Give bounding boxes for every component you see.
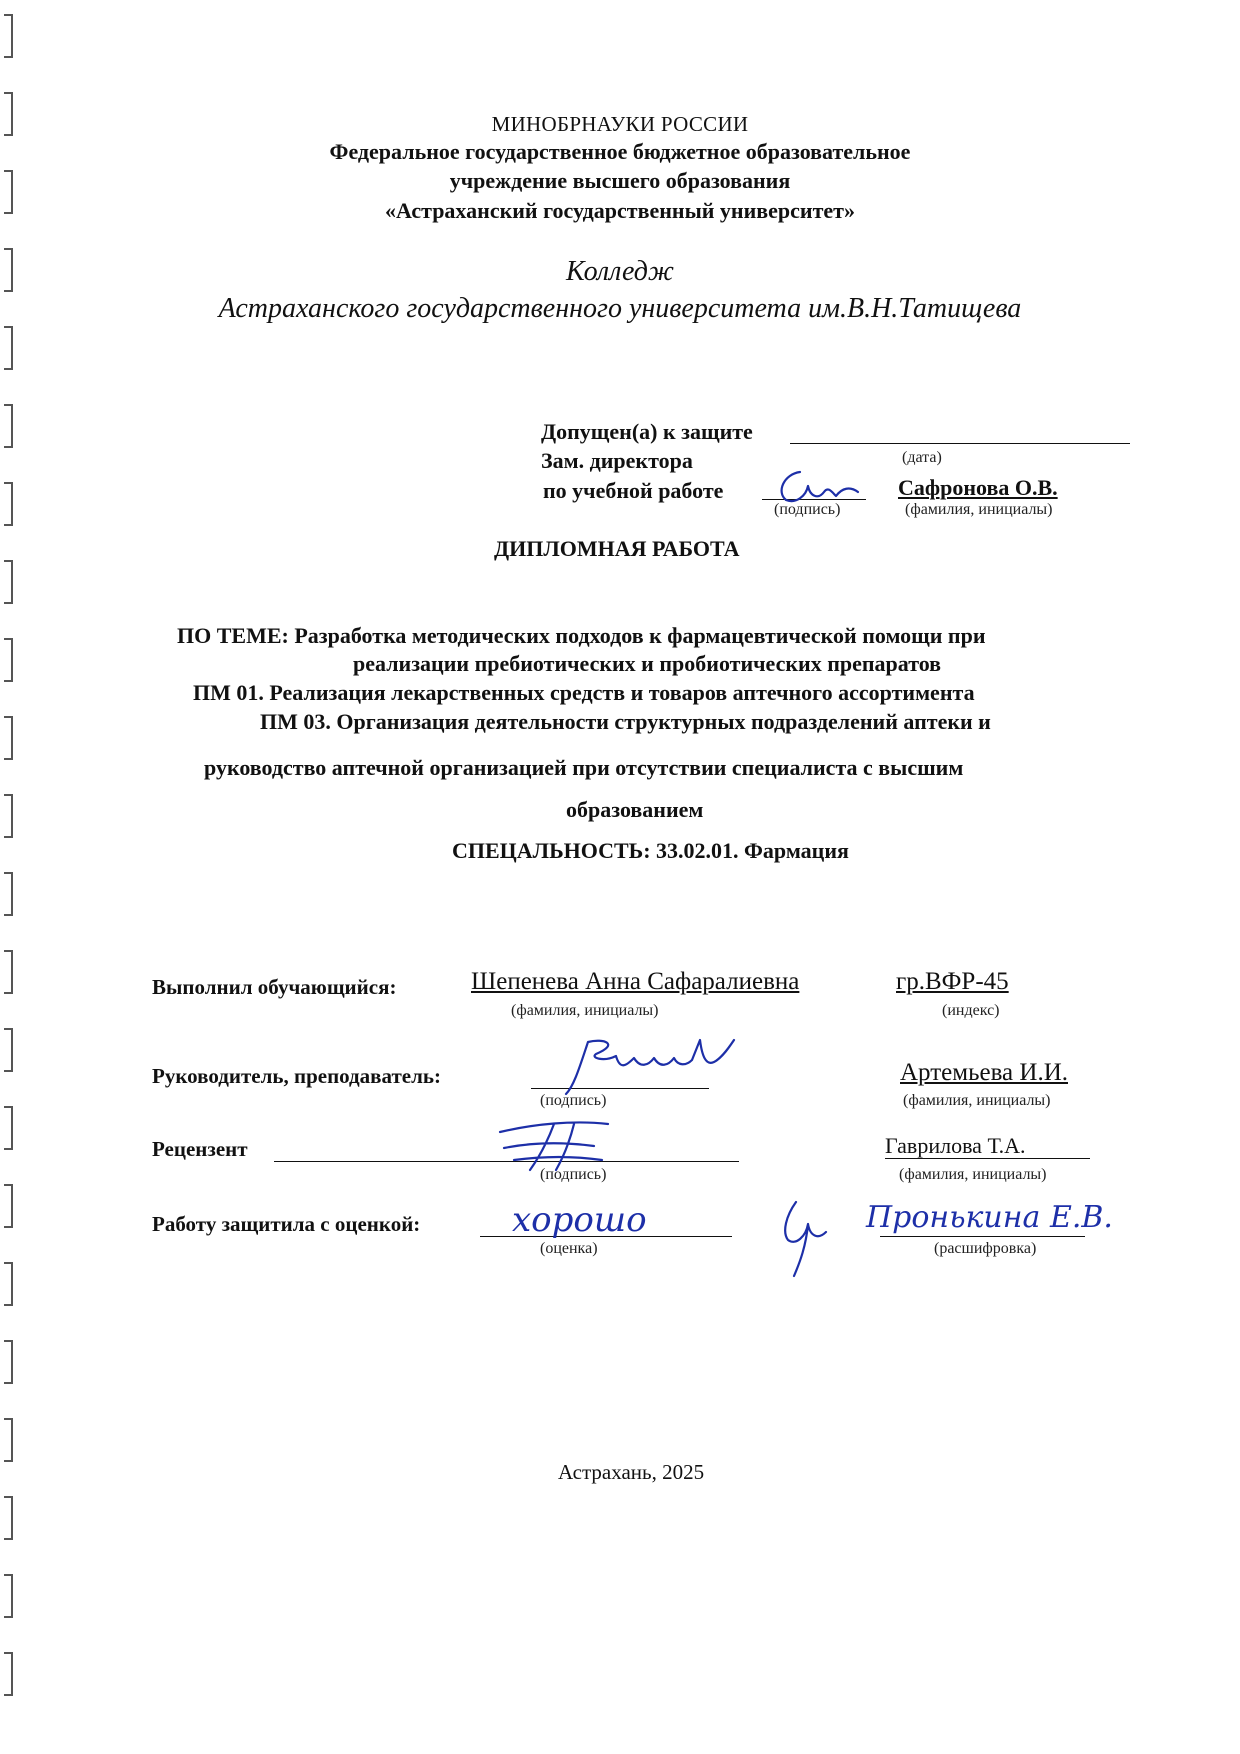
examiner-signature <box>774 1196 836 1282</box>
date-line <box>790 443 1130 444</box>
binding-mark <box>4 1336 14 1388</box>
date-caption: (дата) <box>902 449 942 466</box>
supervisor-name: Артемьева И.И. <box>900 1059 1068 1086</box>
city-year: Астрахань, 2025 <box>558 1460 705 1484</box>
module-pm01: ПМ 01. Реализация лекарственных средств и товаров аптечного ассортимента <box>193 680 975 705</box>
deputy-label-2: по учебной работе <box>543 478 724 503</box>
student-group: гр.ВФР-45 <box>896 968 1009 995</box>
supervisor-signature <box>560 1036 760 1100</box>
binding-mark <box>4 946 14 998</box>
deputy-label-1: Зам. директора <box>541 448 693 473</box>
binding-mark <box>4 1414 14 1466</box>
supervisor-signature-caption: (подпись) <box>540 1092 607 1109</box>
binding-mark <box>4 10 14 62</box>
binding-mark <box>4 634 14 686</box>
reviewer-signature-caption: (подпись) <box>540 1166 607 1183</box>
binding-mark <box>4 400 14 452</box>
student-name: Шепенева Анна Сафаралиевна <box>471 968 800 995</box>
grade-value: хорошо <box>512 1200 647 1240</box>
university-name: «Астраханский государственный университет» <box>385 198 855 223</box>
admitted-label: Допущен(а) к защите <box>541 419 753 444</box>
ministry-name: МИНОБРНАУКИ РОССИИ <box>491 112 749 136</box>
reviewer-name-caption: (фамилия, инициалы) <box>899 1166 1047 1183</box>
reviewer-label: Рецензент <box>152 1137 248 1161</box>
binding-mark <box>4 712 14 764</box>
binding-mark <box>4 1570 14 1622</box>
grade-label: Работу защитила с оценкой: <box>152 1212 421 1236</box>
reviewer-name: Гаврилова Т.А. <box>885 1133 1026 1158</box>
student-group-caption: (индекс) <box>942 1002 1000 1019</box>
student-name-caption: (фамилия, инициалы) <box>511 1002 659 1019</box>
binding-mark <box>4 1258 14 1310</box>
module-pm03-line-1: ПМ 03. Организация деятельности структурных подразделений аптеки и <box>260 709 991 734</box>
deputy-signature-caption: (подпись) <box>774 501 841 518</box>
supervisor-name-caption: (фамилия, инициалы) <box>903 1092 1051 1109</box>
deputy-name: Сафронова О.В. <box>898 475 1058 500</box>
institution-line-1: Федеральное государственное бюджетное образовательное <box>329 139 911 164</box>
supervisor-label: Руководитель, преподаватель: <box>152 1064 441 1088</box>
document-type: ДИПЛОМНАЯ РАБОТА <box>494 536 740 561</box>
binding-mark <box>4 322 14 374</box>
topic-line-2: реализации пребиотических и пробиотических препаратов <box>353 651 942 676</box>
specialty: СПЕЦАЛЬНОСТЬ: 33.02.01. Фармация <box>452 838 849 863</box>
deputy-signature <box>766 466 864 506</box>
module-pm03-line-3: образованием <box>566 797 704 822</box>
grade-caption: (оценка) <box>540 1240 598 1257</box>
binding-mark <box>4 868 14 920</box>
binding-mark <box>4 556 14 608</box>
deputy-name-caption: (фамилия, инициалы) <box>905 501 1053 518</box>
module-pm03-line-2: руководство аптечной организацией при отсутствии специалиста с высшим <box>204 755 964 780</box>
binding-mark <box>4 478 14 530</box>
college-line-1: Колледж <box>566 256 674 287</box>
binding-mark <box>4 1024 14 1076</box>
reviewer-name-line <box>885 1158 1090 1159</box>
student-label: Выполнил обучающийся: <box>152 975 397 999</box>
binding-mark <box>4 790 14 842</box>
binding-mark <box>4 1492 14 1544</box>
decoding-line <box>880 1236 1085 1237</box>
college-line-2: Астраханского государственного университета им.В.Н.Татищева <box>218 293 1022 324</box>
topic-line-1: ПО ТЕМЕ: Разработка методических подходов к фармацевтической помощи при <box>177 623 986 648</box>
decoding-value: Пронькина Е.В. <box>866 1200 1113 1235</box>
binding-mark <box>4 1102 14 1154</box>
binding-mark <box>4 1648 14 1700</box>
institution-line-2: учреждение высшего образования <box>449 168 791 193</box>
decoding-caption: (расшифровка) <box>934 1240 1037 1257</box>
binding-mark <box>4 1180 14 1232</box>
